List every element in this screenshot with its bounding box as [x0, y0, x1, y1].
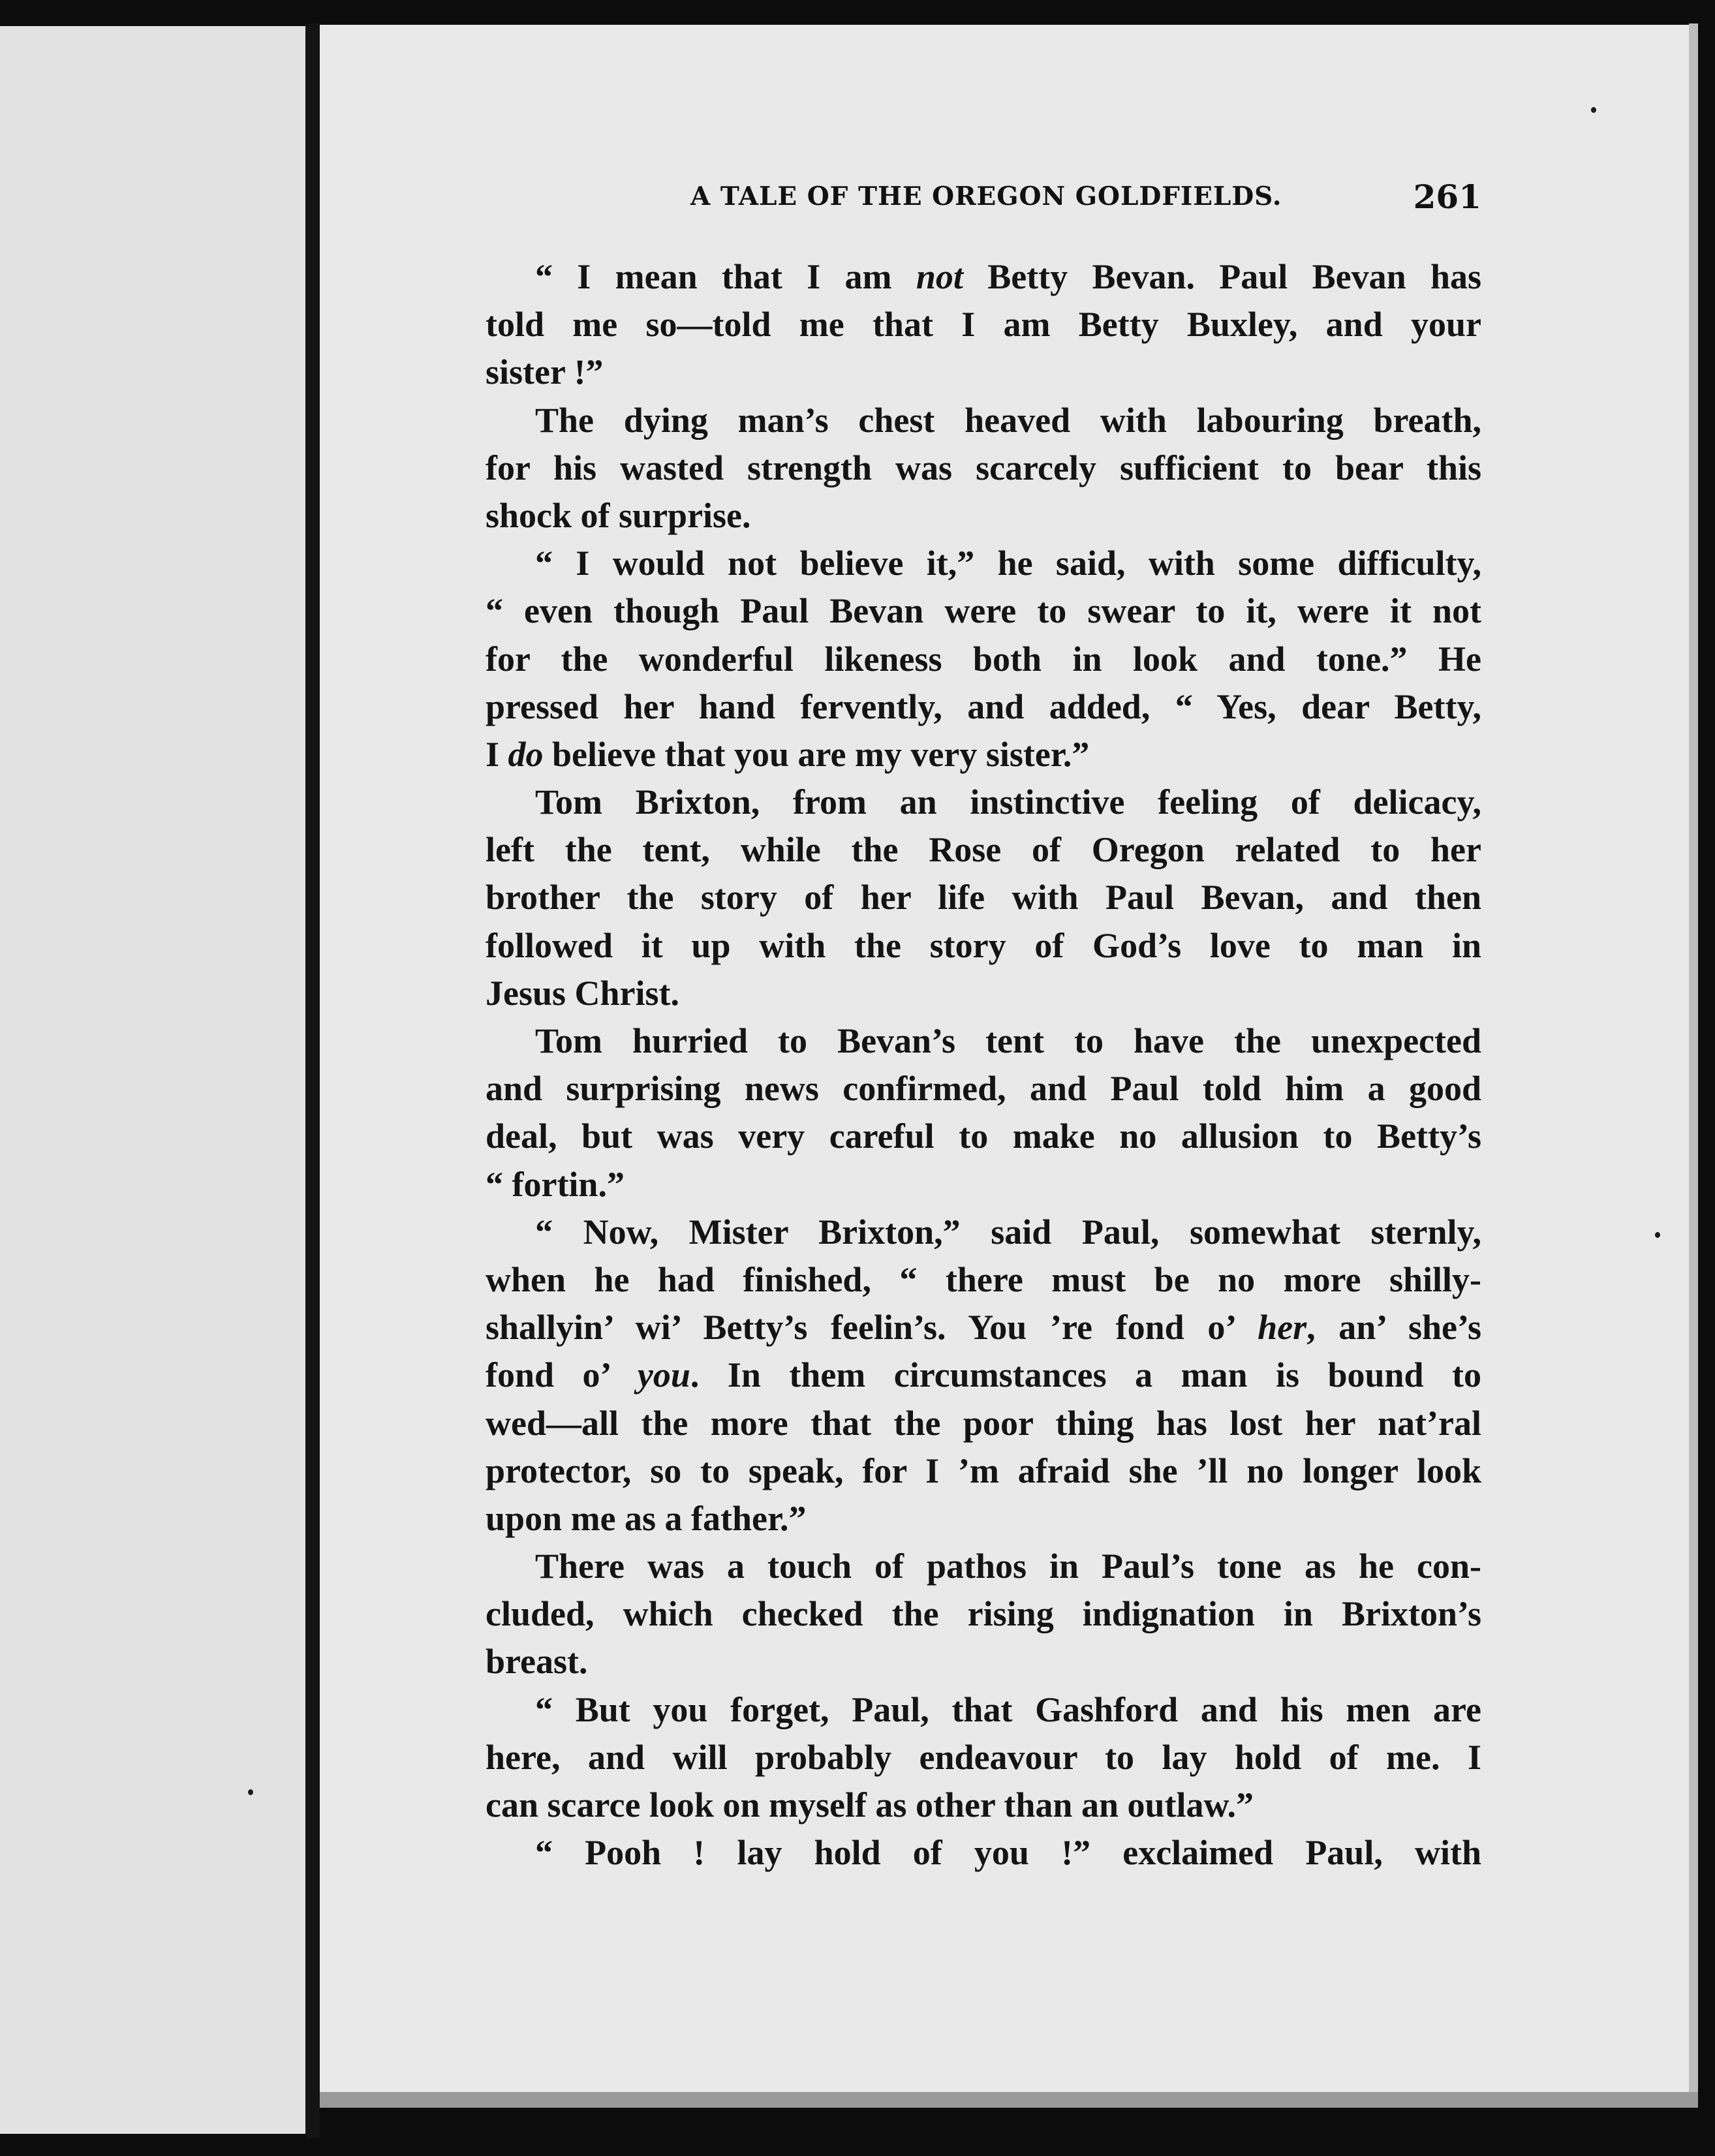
text-segment: “ even though Paul Bevan were to swear to it, were it not: [486, 591, 1481, 631]
text-segment: breast.: [486, 1642, 588, 1682]
italic-text: you: [637, 1355, 690, 1395]
page-header: [690, 177, 1481, 222]
text-line: [486, 253, 1481, 301]
running-title: A TALE OF THE OREGON GOLDFIELDS.: [690, 181, 1282, 211]
text-line: [486, 1543, 1481, 1590]
text-segment: Betty Bevan. Paul Bevan has: [963, 257, 1481, 296]
text-segment: Tom hurried to Bevan’s tent to have the unexpected: [535, 1021, 1481, 1060]
text-segment: here, and will probably endeavour to lay hold of me. I: [486, 1737, 1481, 1777]
text-segment: deal, but was very careful to make no allusion to Betty’s: [486, 1116, 1481, 1156]
text-line: [486, 636, 1481, 683]
text-line: [486, 540, 1481, 587]
text-line: [486, 1400, 1481, 1447]
text-segment: followed it up with the story of God’s love to man in: [486, 925, 1481, 965]
text-segment: . In them circumstances a man is bound to: [690, 1355, 1481, 1395]
italic-text: not: [916, 257, 963, 296]
text-segment: when he had finished, “ there must be no more shilly-: [486, 1259, 1481, 1299]
text-line: [486, 826, 1481, 874]
text-segment: left the tent, while the Rose of Oregon related to her: [486, 830, 1481, 870]
text-segment: wed—all the more that the poor thing has lost her nat’ral: [486, 1403, 1481, 1443]
italic-text: do: [508, 734, 544, 774]
text-segment: upon me as a father.”: [486, 1498, 807, 1538]
page-edge: [1689, 23, 1698, 2092]
text-line: [486, 970, 1481, 1017]
text-line: [486, 444, 1481, 492]
text-line: [486, 731, 1481, 778]
text-segment: , an’ she’s: [1306, 1308, 1481, 1348]
paragraph: [486, 397, 1481, 540]
text-line: [486, 1161, 1481, 1209]
text-line: [486, 874, 1481, 921]
text-segment: The dying man’s chest heaved with labouring breath,: [535, 400, 1481, 440]
text-segment: “ Pooh ! lay hold of you !” exclaimed Paul, with: [535, 1833, 1481, 1873]
text-segment: brother the story of her life with Paul Bevan, and then: [486, 878, 1481, 917]
text-line: [486, 1686, 1481, 1734]
text-line: [486, 1781, 1481, 1829]
paragraph: [486, 253, 1481, 397]
text-line: [486, 1256, 1481, 1304]
text-line: [486, 397, 1481, 444]
text-segment: can scarce look on myself as other than an outlaw.”: [486, 1785, 1254, 1825]
text-segment: told me so—told me that I am Betty Buxley, and your: [486, 305, 1481, 345]
text-segment: “ But you forget, Paul, that Gashford and his men are: [535, 1689, 1481, 1729]
text-line: [486, 683, 1481, 731]
text-line: [486, 1495, 1481, 1543]
text-segment: cluded, which checked the rising indignation in Brixton’s: [486, 1594, 1481, 1634]
text-line: [486, 1209, 1481, 1256]
text-segment: shock of surprise.: [486, 495, 751, 535]
page-number: 261: [1413, 177, 1481, 216]
text-line: [486, 1829, 1481, 1877]
text-line: [486, 301, 1481, 348]
text-segment: fond o’: [486, 1355, 638, 1395]
paragraph: [486, 540, 1481, 778]
paragraph: [486, 1829, 1481, 1877]
text-line: [486, 587, 1481, 635]
text-line: [486, 348, 1481, 396]
text-segment: “ I would not believe it,” he said, with some difficulty,: [535, 544, 1481, 583]
text-segment: Jesus Christ.: [486, 973, 680, 1013]
book-gutter: [305, 23, 320, 2138]
text-line: [486, 1065, 1481, 1113]
left-page-blank: [0, 26, 305, 2134]
text-segment: protector, so to speak, for I ’m afraid she ’ll no longer look: [486, 1451, 1481, 1490]
text-line: [486, 1638, 1481, 1686]
text-segment: There was a touch of pathos in Paul’s tone as he con-: [535, 1547, 1481, 1586]
paragraph: [486, 1017, 1481, 1209]
text-line: [486, 1113, 1481, 1160]
text-line: [486, 1351, 1481, 1399]
text-line: [486, 1304, 1481, 1351]
ink-speck: [1591, 107, 1596, 113]
text-line: [486, 1734, 1481, 1781]
text-line: [486, 1017, 1481, 1065]
paragraph: [486, 1209, 1481, 1543]
text-line: [486, 492, 1481, 540]
paragraph: [486, 1543, 1481, 1686]
ink-speck: [248, 1789, 253, 1795]
text-segment: believe that you are my very sister.”: [543, 734, 1090, 774]
text-line: [486, 1447, 1481, 1495]
text-segment: “ Now, Mister Brixton,” said Paul, somewhat sternly,: [535, 1212, 1481, 1252]
ink-speck: [1655, 1232, 1660, 1238]
text-segment: sister !”: [486, 352, 604, 392]
text-line: [486, 922, 1481, 970]
text-segment: pressed her hand fervently, and added, “ Yes, dear Betty,: [486, 686, 1481, 726]
text-segment: I: [486, 734, 508, 774]
text-segment: Tom Brixton, from an instinctive feeling of delicacy,: [535, 782, 1481, 822]
text-segment: and surprising news confirmed, and Paul told him a good: [486, 1069, 1481, 1109]
paragraph: [486, 1686, 1481, 1830]
body-text: [486, 253, 1481, 1877]
paragraph: [486, 778, 1481, 1017]
text-line: [486, 778, 1481, 826]
text-line: [486, 1590, 1481, 1638]
text-segment: “ I mean that I am: [535, 257, 916, 296]
italic-text: her: [1258, 1308, 1307, 1348]
text-segment: shallyin’ wi’ Betty’s feelin’s. You ’re fond o’: [486, 1308, 1258, 1348]
text-segment: for his wasted strength was scarcely sufficient to bear this: [486, 448, 1481, 487]
page-bottom-edge: [320, 2092, 1698, 2108]
text-segment: for the wonderful likeness both in look and tone.” He: [486, 639, 1481, 679]
text-segment: “ fortin.”: [486, 1164, 625, 1204]
